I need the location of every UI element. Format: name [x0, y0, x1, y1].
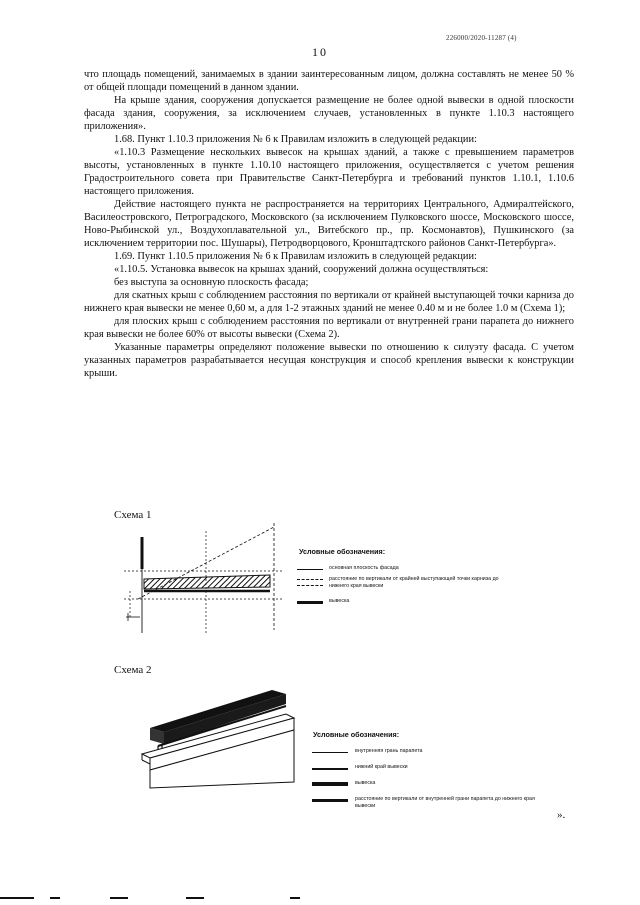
paragraph: На крыше здания, сооружения допускается размещение не более одной вывески в одной плоскости фасада здания, сооружения, за исключением случаев, установленных в пункте 1.10.3 настоящего приложения».	[84, 95, 574, 132]
legend-item: расстояние по вертикали от крайней выступающей точки карниза до нижнего края вывески	[329, 576, 499, 589]
paragraph: для скатных крыш с соблюдением расстояния по вертикали от крайней выступающей точки карниза до нижнего края вывески не менее 0,60 м, а для 1-2 этажных зданий не менее 0.40 м и не более 1.0 м (Схема 1);	[84, 290, 574, 314]
footer-mark	[186, 897, 204, 899]
legend-line-lower-edge	[312, 768, 348, 770]
footer-mark	[290, 897, 300, 899]
page-number: 10	[312, 45, 328, 59]
legend-item: вывеска	[355, 780, 376, 786]
paragraph: 1.69. Пункт 1.10.5 приложения № 6 к Правилам изложить в следующей редакции:	[114, 251, 477, 262]
body-text	[84, 68, 574, 380]
legend-line-distance-2	[297, 585, 323, 586]
paragraph: Указанные параметры определяют положение вывески по отношению к силуэту фасада. С учетом указанных параметров разрабатывается несущая конструкция и способ крепления вывески к конструкции крыши.	[84, 342, 574, 379]
legend-line-sign	[297, 601, 323, 604]
paragraph: что площадь помещений, занимаемых в здании заинтересованным лицом, должна составлять не менее 50 % от общей площади помещений в данном здании.	[84, 69, 574, 93]
legend-line-facade	[297, 569, 323, 570]
paragraph: 1.68. Пункт 1.10.3 приложения № 6 к Правилам изложить в следующей редакции:	[114, 134, 477, 145]
scheme1-legend-title: Условные обозначения:	[299, 547, 386, 556]
legend-line-parapet	[312, 752, 348, 753]
scheme2-legend-title: Условные обозначения:	[313, 730, 400, 739]
legend-line-distance	[312, 799, 348, 802]
legend-item: внутренняя грань парапета	[355, 748, 423, 754]
footer-mark	[0, 897, 34, 899]
legend-item: нижний край вывески	[355, 764, 408, 770]
document-number: 226000/2020-11287 (4)	[446, 34, 517, 42]
closing-quote: ».	[557, 809, 566, 821]
scheme2-drawing	[136, 684, 296, 794]
legend-line-sign	[312, 782, 348, 786]
scheme1-label: Схема 1	[114, 509, 152, 521]
paragraph: «1.10.5. Установка вывесок на крышах зданий, сооружений должна осуществляться:	[114, 264, 489, 275]
paragraph: Действие настоящего пункта не распространяется на территориях Центрального, Адмиралтейского, Василеостровского, Петроградского, Московского (за исключением Пулковского шоссе, Московского шоссе, Ново-Рыбинской ул., Воздухоплавательной ул., Витебского пр., пр. Космонавтов), Пушкинского (за исключением территории пос. Шушары), Петродворцового, Кронштадтского районов Санкт-Петербурга».	[84, 199, 574, 249]
paragraph: для плоских крыш с соблюдением расстояния по вертикали от внутренней грани парапета до нижнего края вывески не более 60% от высоты вывески (Схема 2).	[84, 316, 574, 340]
paragraph: без выступа за основную плоскость фасада;	[114, 277, 309, 288]
scheme2-label: Схема 2	[114, 664, 152, 676]
legend-item: основная плоскость фасада	[329, 565, 399, 571]
legend-item: вывеска	[329, 598, 350, 604]
footer-mark	[110, 897, 128, 899]
legend-item: расстояние по вертикали от внутренней грани парапета до нижнего края вывески	[355, 796, 535, 809]
paragraph: «1.10.3 Размещение нескольких вывесок на крышах зданий, а также с превышением параметров высоты, установленных в пункте 1.10.10 настоящего приложения, осуществляется с учетом решения Градостроительного совета при Правительстве Санкт-Петербурга и требований пунктов 1.10.1, 1.10.6 настоящего приложения.	[84, 147, 574, 197]
legend-line-distance	[297, 579, 323, 580]
footer-mark	[50, 897, 60, 899]
scheme1-drawing	[110, 515, 285, 635]
